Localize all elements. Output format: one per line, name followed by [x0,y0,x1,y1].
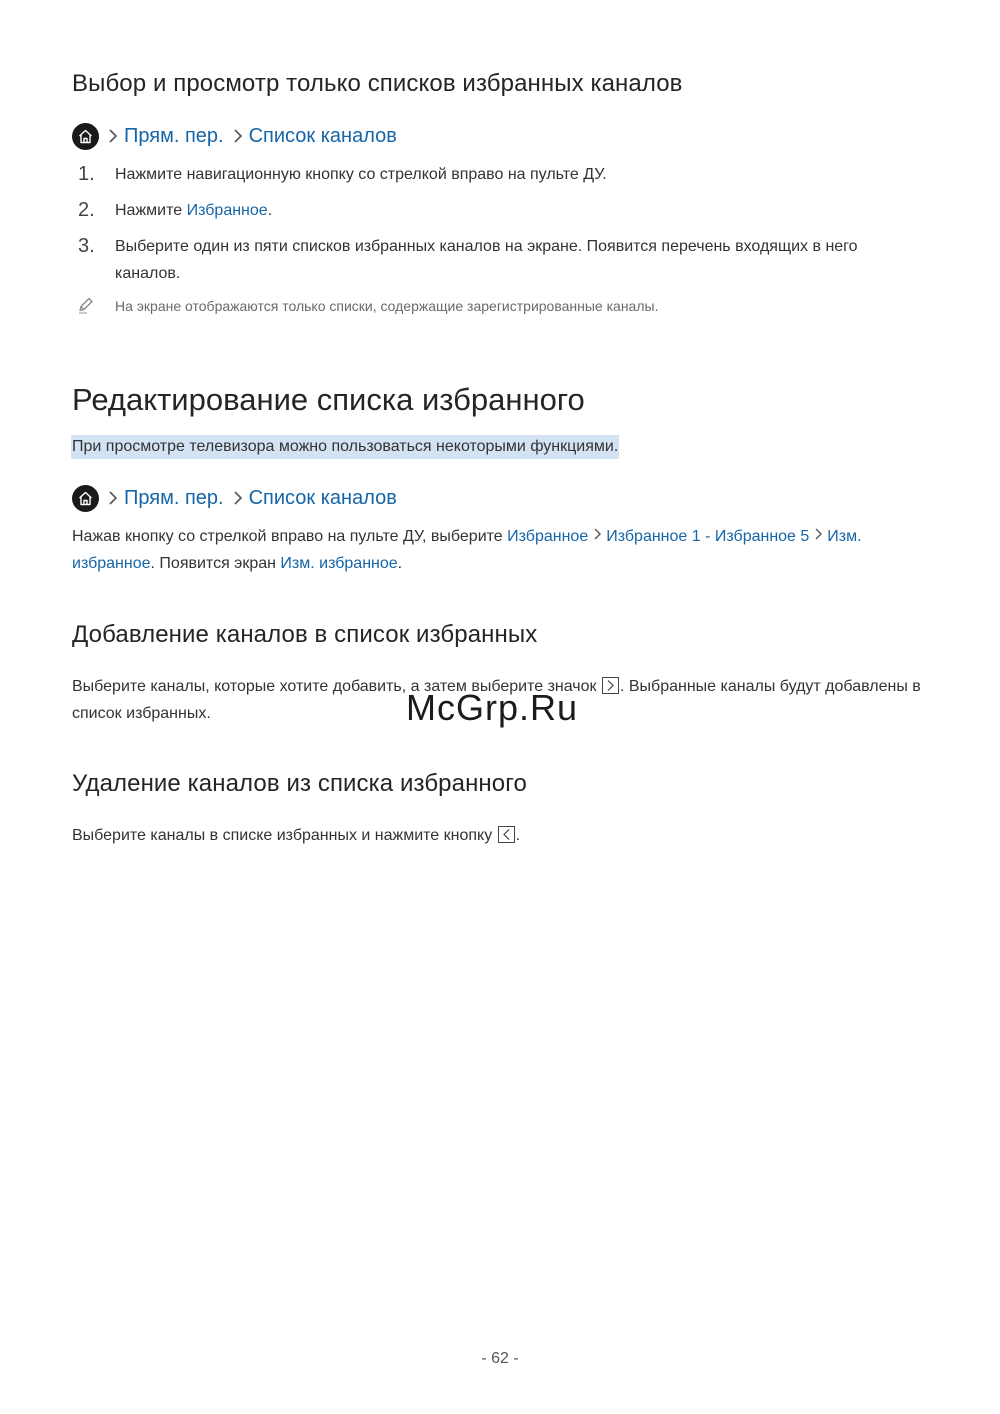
para-text: Выберите каналы в списке избранных и нажмите кнопку [72,827,497,844]
para-text: Нажав кнопку со стрелкой вправо на пульте ДУ, выберите [72,528,508,545]
step-number: 1. [78,163,95,185]
breadcrumb-item-live-tv[interactable]: Прям. пер. [124,486,224,509]
step-1 [78,161,918,188]
chevron-right-icon [108,490,118,506]
breadcrumb-item-live-tv[interactable]: Прям. пер. [124,124,224,147]
para-text: . [515,827,521,844]
para-text: . [397,555,403,573]
add-arrow-key-icon [602,677,619,694]
breadcrumb [72,484,397,512]
step-text [115,197,272,224]
section-title-favorites-view: Выбор и просмотр только списков избранных каналов [72,70,683,97]
chevron-right-icon [233,128,243,144]
note-text: На экране отображаются только списки, содержащие зарегистрированные каналы. [115,298,659,314]
section-title-remove-channels: Удаление каналов из списка избранного [72,770,528,797]
step-number: 2. [78,199,95,221]
watermark: McGrp.Ru [406,687,579,728]
remove-channels-instructions [72,822,932,849]
home-icon [72,123,99,150]
chevron-right-icon [233,490,243,506]
favorites-1-5-link[interactable]: Избранное 1 - Избранное 5 [606,528,810,545]
step-text-part: . [267,202,273,219]
remove-arrow-key-icon [498,826,515,843]
breadcrumb-item-channel-list[interactable]: Список каналов [248,124,397,147]
para-text: . Выбранные каналы будут добавлены в список избранных. [72,678,921,722]
highlighted-intro: При просмотре телевизора можно пользоваться некоторыми функциями. [71,435,619,459]
edit-favorites-link[interactable]: Изм. избранное [72,528,862,573]
breadcrumb [72,122,397,150]
step-number: 3. [78,235,95,257]
favorites-link[interactable]: Избранное [507,528,589,545]
edit-favorites-screen-link[interactable]: Изм. избранное [280,555,398,573]
para-text: Выберите каналы, которые хотите добавить, а затем выберите значок [72,678,601,695]
note [78,297,658,315]
home-icon [72,485,99,512]
breadcrumb-item-channel-list[interactable]: Список каналов [248,486,397,509]
step-text-part: Нажмите [115,202,187,219]
section-title-edit-favorites: Редактирование списка избранного [72,382,585,417]
chevron-right-icon [814,523,823,550]
page-number: - 62 - [481,1350,519,1367]
pencil-icon [78,297,115,315]
chevron-right-icon [593,523,602,550]
favorites-link[interactable]: Избранное [186,202,268,219]
step-2 [78,197,918,224]
section-title-add-channels: Добавление каналов в список избранных [72,621,538,648]
step-text: Нажмите навигационную кнопку со стрелкой вправо на пульте ДУ. [115,166,607,183]
chevron-right-icon [108,128,118,144]
step-text: Выберите один из пяти списков избранных каналов на экране. Появится перечень входящих в него каналов. [115,238,858,282]
para-text: . Появится экран [150,555,281,573]
step-3 [78,233,898,287]
edit-favorites-instructions [72,523,922,577]
